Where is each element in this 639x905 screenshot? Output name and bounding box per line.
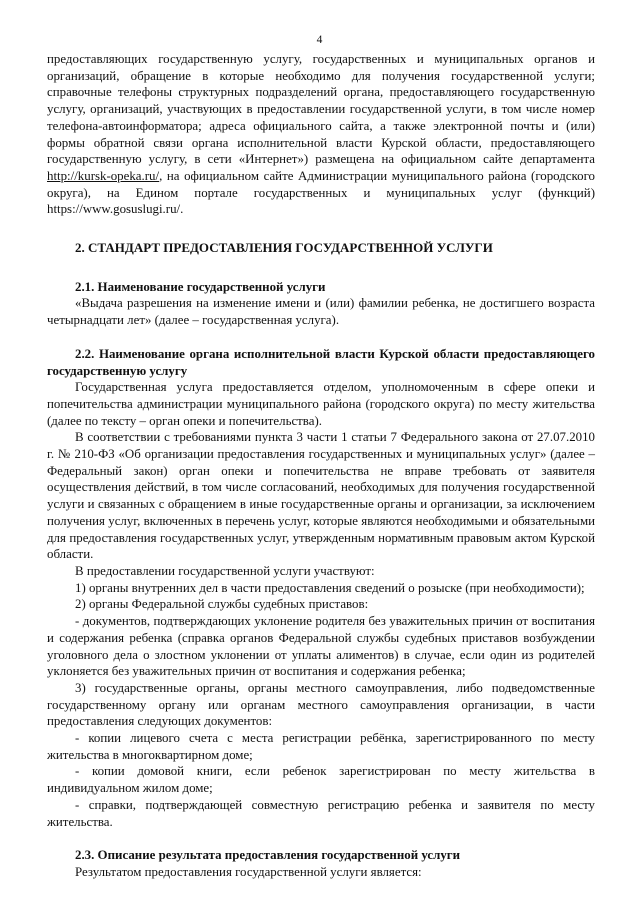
section-2-2-paragraph-2: В соответствии с требованиями пункта 3 части 1 статьи 7 Федерального закона от 27.07.2010 г. № 210-ФЗ «Об организации предоставления государственных и муниципальных услуг» (далее – Федеральный закон) орган опеки и попечительства не вправе требовать от заявителя осуществления действий, в том числе согласований, необходимых для получения государственной услуги и связанных с обращением в иные государственные органы и организации, за исключением получения услуг, включенных в перечень услуг, которые являются необходимыми и обязательными для предоставления государственных услуг, утвержденным нормативным правовым актом Курской области. <box>47 430 595 562</box>
section-2-2-paragraph-9: - копии домовой книги, если ребенок зарегистрирован по месту жительства в индивидуальном жилом доме; <box>47 764 595 796</box>
section-2-3-title: 2.3. Описание результата предоставления государственной услуги <box>75 848 461 863</box>
section-2-2-paragraph-6: - документов, подтверждающих уклонение родителя без уважительных причин от воспитания и содержания ребенка (справка органов Федеральной службы судебных приставов возбуждении уголовного дела о злостном уклонении от уплаты алиментов) в случае, если один из родителей уклоняется без уважительных причин от воспитания и содержания ребенка; <box>47 614 595 679</box>
section-2-2-paragraph-5: 2) органы Федеральной службы судебных приставов: <box>75 597 369 612</box>
intro-paragraph <box>47 51 595 218</box>
section-2-2-paragraph-3: В предоставлении государственной услуги участвуют: <box>75 563 375 578</box>
section-2-2-paragraph-4: 1) органы внутренних дел в части предоставления сведений о розыске (при необходимости); <box>75 580 585 595</box>
page-number: 4 <box>316 34 323 46</box>
document-body <box>47 51 595 881</box>
section-2-1-title: 2.1. Наименование государственной услуги <box>75 279 326 294</box>
section-2-2-paragraph-7: 3) государственные органы, органы местного самоуправления, либо подведомственные государственному органу или органам местного самоуправления организации, в части предоставления следующих документов: <box>47 680 595 729</box>
section-2-2-title: 2.2. Наименование органа исполнительной власти Курской области предоставляющего государственную услугу <box>47 346 595 378</box>
section-2-title: 2. СТАНДАРТ ПРЕДОСТАВЛЕНИЯ ГОСУДАРСТВЕННОЙ УСЛУГИ <box>75 240 493 256</box>
intro-text-1: предоставляющих государственную услугу, государственных и муниципальных органов и организаций, обращение в которые необходимо для получения государственной услуги; справочные телефоны структурных подразделений органа, предоставляющего государственную услугу, организаций, участвующих в предоставлении государственной услуги, в том числе номер телефона-автоинформатора; адреса официального сайта, а также электронной почты и (или) формы обратной связи органа исполнительной власти Курской области, предоставляющего государственную услугу, в сети «Интернет») размещена на официальном сайте департамента <box>47 52 595 167</box>
section-2-2-paragraph-10: - справки, подтверждающей совместную регистрацию ребенка и заявителя по месту жительства. <box>47 797 595 829</box>
intro-text-2: , на официальном сайте Администрации муниципального района (городского округа), на Едином портале государственных и муниципальных услуг (функций) https://www.gosuslugi.ru/. <box>47 168 595 217</box>
kursk-opeka-link[interactable]: http://kursk-opeka.ru/ <box>47 168 160 183</box>
section-2-2-paragraph-1: Государственная услуга предоставляется отделом, уполномоченным в сфере опеки и попечительства администрации муниципального района (городского округа) по месту жительства (далее по тексту – орган опеки и попечительства). <box>47 380 595 428</box>
section-2-2-paragraph-8: - копии лицевого счета с места регистрации ребёнка, зарегистрированного по месту жительства в многоквартирном доме; <box>47 731 595 762</box>
spacer <box>47 830 595 847</box>
section-2-3-paragraph-1: Результатом предоставления государственной услуги является: <box>75 864 422 879</box>
section-2-1-text: «Выдача разрешения на изменение имени и (или) фамилии ребенка, не достигшего возраста четырнадцати лет» (далее – государственная услуга). <box>47 296 595 328</box>
spacer <box>47 329 595 346</box>
